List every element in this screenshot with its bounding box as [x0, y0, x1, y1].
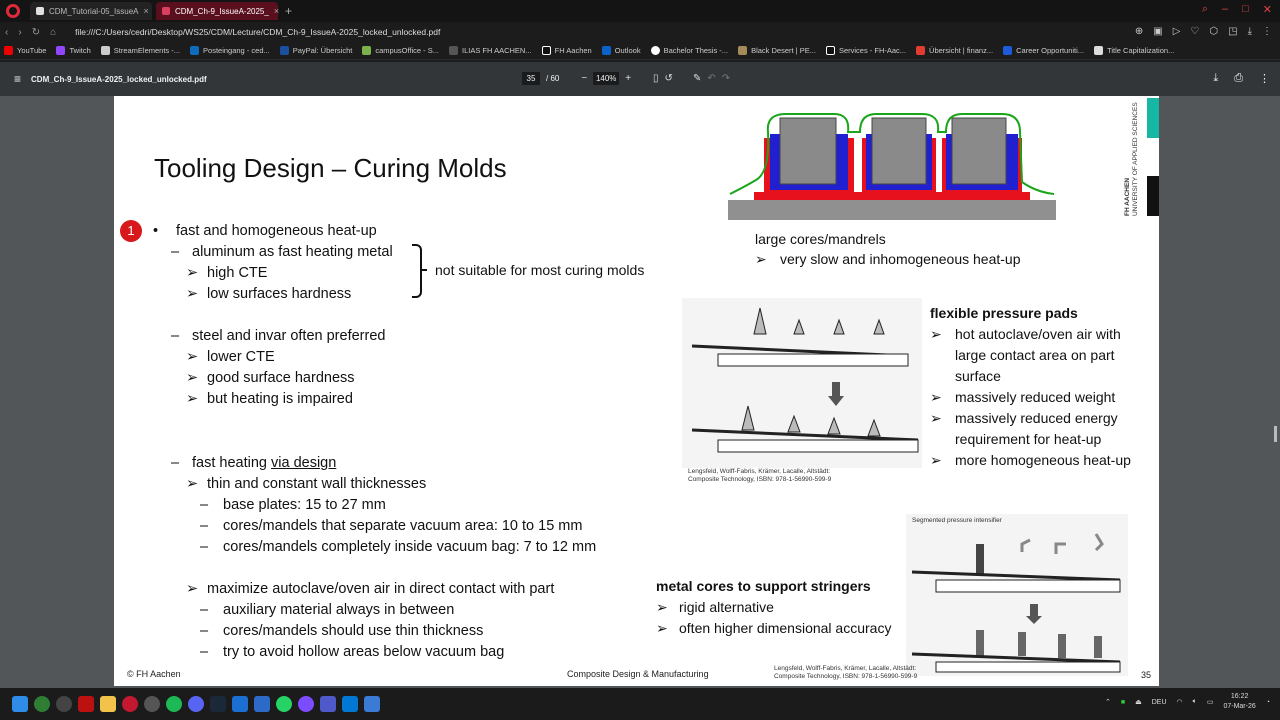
battery-icon[interactable]: ▭: [1206, 699, 1214, 706]
clock[interactable]: 16:22 07-Mar-26: [1223, 693, 1256, 710]
aluminum-line: aluminum as fast heating metal: [192, 244, 393, 260]
bookmark-campusoffice[interactable]: campusOffice - S...: [362, 46, 439, 55]
forward-icon[interactable]: ›: [18, 26, 22, 38]
opera-logo-icon[interactable]: [6, 4, 20, 18]
pads-item: more homogeneous heat-up: [955, 452, 1131, 468]
brace-shape: [412, 244, 422, 298]
tab-ch9[interactable]: [156, 2, 278, 20]
pads-heading: flexible pressure pads: [930, 305, 1078, 321]
dash: –: [200, 644, 209, 660]
opera-gx-icon[interactable]: [144, 696, 160, 712]
footer-course: Composite Design & Manufacturing: [567, 669, 709, 679]
zoom-out-icon[interactable]: −: [581, 73, 588, 84]
fast-heating-line: fast heating via design: [192, 455, 337, 471]
high-cte-line: high CTE: [207, 265, 268, 281]
low-hardness-line: low surfaces hardness: [207, 286, 352, 302]
pdf-filename: CDM_Ch-9_IssueA-2025_locked_unlocked.pdf: [31, 74, 207, 84]
bookmark-titlecap[interactable]: Title Capitalization...: [1094, 46, 1174, 55]
volume-icon[interactable]: 🔈︎: [1192, 698, 1197, 705]
opera-icon[interactable]: [122, 696, 138, 712]
pads-item: requirement for heat-up: [955, 431, 1102, 447]
wall-thickness-line: thin and constant wall thicknesses: [207, 476, 427, 492]
not-suitable-note: not suitable for most curing molds: [435, 262, 645, 278]
snapshot-icon[interactable]: ▣: [1153, 26, 1163, 37]
bookmark-services[interactable]: Services - FH-Aac...: [826, 46, 906, 55]
page-total: / 60: [546, 74, 560, 83]
arrow-bullet-icon: ➢: [930, 326, 942, 342]
bookmark-finanz[interactable]: Übersicht | finanz...: [916, 46, 993, 55]
pads-item: surface: [955, 368, 1001, 384]
steam-icon[interactable]: [210, 696, 226, 712]
windows-start-icon[interactable]: [12, 696, 28, 712]
pdf-favicon-icon: [36, 7, 44, 15]
tab-label: CDM_Ch-9_IssueA-2025_: [175, 6, 269, 16]
footer-copyright: © FH Aachen: [127, 669, 181, 679]
zoom-icon[interactable]: ⊕: [1134, 26, 1144, 37]
large-cores-heading: large cores/mandrels: [755, 231, 886, 247]
brand-black-bar: [1147, 176, 1159, 216]
slide-title: Tooling Design – Curing Molds: [154, 153, 507, 183]
youtube-icon: [4, 46, 13, 55]
outlook-icon: [602, 46, 611, 55]
brand-logo: FH AACHEN UNIVERSITY OF APPLIED SCIENCES: [1124, 102, 1139, 216]
stringers-heading: metal cores to support stringers: [656, 578, 871, 594]
rigid-line: rigid alternative: [679, 599, 774, 615]
mold-cross-section-figure: [726, 112, 1058, 224]
brace-tip: [421, 269, 427, 271]
dash: –: [171, 328, 180, 344]
bullet-dot: •: [153, 223, 159, 239]
redo-icon[interactable]: ↷: [721, 73, 731, 84]
mail-icon: [190, 46, 199, 55]
twitch-icon: [56, 46, 65, 55]
career-icon: [1003, 46, 1012, 55]
app-icon[interactable]: [78, 696, 94, 712]
wifi-icon[interactable]: ◠: [1176, 699, 1183, 706]
services-icon: [826, 46, 835, 55]
arrow-bullet-icon: ➢: [186, 265, 199, 281]
folder-icon[interactable]: [100, 696, 116, 712]
minimize-icon[interactable]: –: [1222, 3, 1229, 15]
citation-1: Lengsfeld, Wolff-Fabris, Krämer, Lacalle, Altstädt: Composite Technology, ISBN: 978-1-56990-599-9: [688, 468, 832, 483]
address-actions: [1135, 26, 1272, 37]
bookmark-posteingang[interactable]: Posteingang - ced...: [190, 46, 270, 55]
base-plates-line: base plates: 15 to 27 mm: [223, 497, 386, 513]
finanz-icon: [916, 46, 925, 55]
bookmark-thesis[interactable]: Bachelor Thesis -...: [651, 46, 728, 55]
system-tray: [1105, 692, 1270, 712]
maximize-air-line: maximize autoclave/oven air in direct contact with part: [207, 581, 555, 597]
browser-tab-bar: [0, 0, 1280, 22]
pdf-toolbar: [0, 62, 1280, 96]
back-icon[interactable]: ‹: [5, 26, 9, 38]
annotate-icon[interactable]: ✎: [692, 73, 702, 84]
heatup-heading: fast and homogeneous heat-up: [176, 223, 377, 239]
arrow-bullet-icon: ➢: [930, 452, 942, 468]
xbox-icon[interactable]: [34, 696, 50, 712]
lower-cte-line: lower CTE: [207, 349, 275, 365]
scrollbar-thumb[interactable]: [1274, 426, 1277, 442]
page-controls: [522, 72, 730, 85]
close-icon[interactable]: ✕: [1262, 4, 1272, 16]
whatsapp-icon[interactable]: [276, 696, 292, 712]
windows-taskbar: [0, 688, 1280, 720]
reload-icon[interactable]: ↻: [31, 26, 41, 38]
print-icon[interactable]: ⎙: [1234, 72, 1243, 84]
url-field[interactable]: file:///C:/Users/cedri/Desktop/WS25/CDM/Lecture/CDM_Ch-9_IssueA-2025_locked_unlocked.pdf: [75, 27, 441, 37]
arrow-bullet-icon: ➢: [755, 251, 767, 267]
pads-item: large contact area on part: [955, 347, 1115, 363]
settings-icon[interactable]: [56, 696, 72, 712]
figure-label: Segmented pressure intensifier: [912, 517, 1002, 524]
arrow-bullet-icon: ➢: [930, 389, 942, 405]
arrow-bullet-icon: ➢: [186, 476, 199, 492]
pdf-favicon-icon: [162, 7, 170, 15]
arrow-bullet-icon: ➢: [656, 599, 668, 615]
pressure-intensifier-figure: [906, 514, 1128, 676]
bookmark-paypal[interactable]: PayPal: Übersicht: [280, 46, 353, 55]
titlecap-icon: [1094, 46, 1103, 55]
fh-icon: [542, 46, 551, 55]
play-icon[interactable]: ▷: [1172, 26, 1181, 37]
bookmark-outlook[interactable]: Outlook: [602, 46, 641, 55]
dash: –: [200, 539, 209, 555]
more-options-icon[interactable]: ⋮: [1259, 73, 1270, 85]
arrow-bullet-icon: ➢: [930, 410, 942, 426]
streamelements-icon: [101, 46, 110, 55]
zoom-in-icon[interactable]: +: [625, 73, 632, 84]
arrow-bullet-icon: ➢: [186, 286, 199, 302]
steel-invar-line: steel and invar often preferred: [192, 328, 386, 344]
outlook-icon[interactable]: [254, 696, 270, 712]
footer-page-number: 35: [1141, 670, 1152, 680]
new-tab-icon[interactable]: +: [285, 4, 293, 18]
tab-tutorial[interactable]: [30, 2, 152, 20]
maximize-icon[interactable]: □: [1242, 3, 1249, 15]
dash: –: [171, 244, 180, 260]
cores-inside-line: cores/mandels completely inside vacuum bag: 7 to 12 mm: [223, 539, 597, 555]
slow-heatup-line: very slow and inhomogeneous heat-up: [780, 251, 1021, 267]
dash: –: [200, 518, 209, 534]
tab-label: CDM_Tutorial-05_IssueA: [49, 6, 139, 16]
window-controls: [1202, 3, 1272, 16]
bookmark-blackdesert[interactable]: Black Desert | PE...: [738, 46, 816, 55]
thesis-icon: [651, 46, 660, 55]
word-icon[interactable]: [232, 696, 248, 712]
arrow-bullet-icon: ➢: [186, 349, 199, 365]
hollow-areas-line: try to avoid hollow areas below vacuum bag: [223, 644, 505, 660]
blackdesert-icon: [738, 46, 747, 55]
citation-2: Lengsfeld, Wolff-Fabris, Krämer, Lacalle, Altstädt: Composite Technology, ISBN: 978-1-56990-599-9: [774, 665, 918, 680]
heating-impaired-line: but heating is impaired: [207, 391, 353, 407]
pdf-actions: [1213, 72, 1270, 85]
spotify-icon[interactable]: [166, 696, 182, 712]
fit-page-icon[interactable]: ▯: [653, 73, 659, 84]
bookmark-fhaachen[interactable]: FH Aachen: [542, 46, 592, 55]
brand-teal-bar: [1147, 98, 1159, 138]
dash: –: [200, 623, 209, 639]
vscode-icon[interactable]: [342, 696, 358, 712]
pads-item: massively reduced weight: [955, 389, 1116, 405]
undo-icon[interactable]: ↶: [707, 73, 716, 84]
arrow-bullet-icon: ➢: [186, 581, 199, 597]
language-indicator[interactable]: DEU: [1151, 698, 1167, 706]
download-pdf-icon[interactable]: ⤓: [1213, 72, 1219, 84]
accuracy-line: often higher dimensional accuracy: [679, 620, 892, 636]
scrollbar[interactable]: [1274, 96, 1278, 688]
notifications-icon[interactable]: ◔: [1265, 698, 1270, 706]
pdf-viewer[interactable]: [0, 96, 1280, 688]
pads-item: hot autoclave/oven air with: [955, 326, 1121, 342]
taskbar-apps: [12, 696, 380, 712]
close-tab-icon[interactable]: ×: [273, 6, 280, 16]
extensions-icon[interactable]: ⬡: [1209, 26, 1219, 37]
surface-hardness-line: good surface hardness: [207, 370, 355, 386]
hamburger-menu-icon[interactable]: ≡: [14, 72, 22, 86]
arrow-bullet-icon: ➢: [186, 370, 199, 386]
search-icon[interactable]: ⌕: [1201, 3, 1208, 15]
nvidia-icon[interactable]: ■: [1120, 698, 1126, 706]
obsidian-icon[interactable]: [298, 696, 314, 712]
paypal-icon: [280, 46, 289, 55]
chevron-up-icon[interactable]: ⌃: [1105, 699, 1111, 706]
teams-icon[interactable]: [320, 696, 336, 712]
dash: –: [171, 455, 180, 471]
heart-icon[interactable]: ♡: [1190, 26, 1200, 37]
photos-icon[interactable]: [364, 696, 380, 712]
dash: –: [200, 497, 209, 513]
campus-icon: [362, 46, 371, 55]
dash: –: [200, 602, 209, 618]
bookmark-career[interactable]: Career Opportuniti...: [1003, 46, 1084, 55]
bookmark-streamelements[interactable]: StreamElements -...: [101, 46, 180, 55]
menu-icon[interactable]: ⋮: [1262, 26, 1272, 37]
arrow-bullet-icon: ➢: [656, 620, 668, 636]
close-tab-icon[interactable]: ×: [143, 6, 149, 16]
rotate-icon[interactable]: ↺: [664, 73, 673, 84]
bookmark-twitch[interactable]: Twitch: [56, 46, 90, 55]
wallet-icon[interactable]: ◳: [1228, 26, 1238, 37]
auxiliary-line: auxiliary material always in between: [223, 602, 455, 618]
ilias-icon: [449, 46, 458, 55]
pads-item: massively reduced energy: [955, 410, 1118, 426]
usb-icon[interactable]: ⏏: [1135, 699, 1142, 706]
pressure-pad-figure: [682, 298, 922, 468]
home-icon[interactable]: ⌂: [50, 26, 57, 38]
number-badge: 1: [120, 220, 142, 242]
zoom-input[interactable]: 140%: [593, 72, 619, 85]
bookmark-youtube[interactable]: YouTube: [4, 46, 46, 55]
bookmark-ilias[interactable]: ILIAS FH AACHEN...: [449, 46, 532, 55]
pdf-page: [114, 96, 1159, 686]
arrow-bullet-icon: ➢: [186, 391, 199, 407]
discord-icon[interactable]: [188, 696, 204, 712]
bookmarks-bar: [0, 42, 1280, 60]
thin-thickness-line: cores/mandels should use thin thickness: [223, 623, 484, 639]
cores-separate-line: cores/mandels that separate vacuum area: 10 to 15 mm: [223, 518, 583, 534]
page-number-input[interactable]: 35: [522, 72, 540, 85]
address-bar: [0, 22, 1280, 42]
download-icon[interactable]: ⤓: [1247, 26, 1252, 37]
